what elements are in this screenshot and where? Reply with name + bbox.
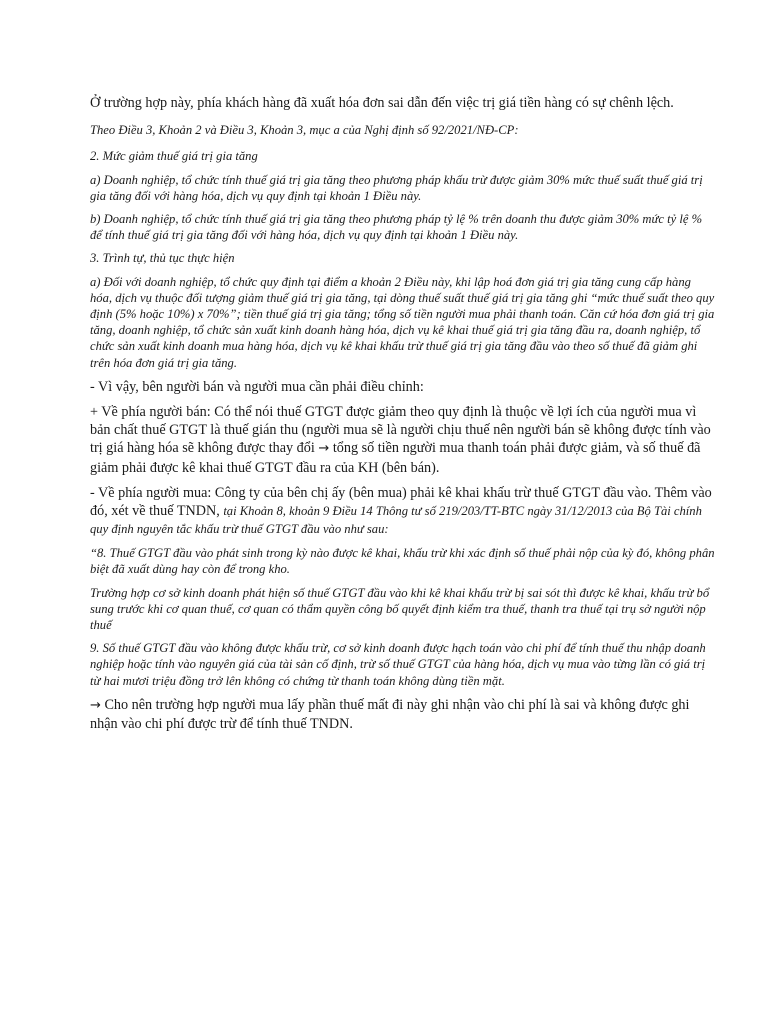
heading-procedure: 3. Trình tự, thủ tục thực hiện [90, 251, 235, 266]
final-text: Cho nên trường hợp người mua lấy phần thuế mất đi này ghi nhận vào chi phí là sai và không được ghi nhận vào chi phí được trừ để tính thuế TNDN. [90, 696, 690, 733]
seller-text-continued: tổng số tiền người mua thanh toán phải được giảm, và số thuế đã giảm phải được kê khai thuế GTGT đầu ra của KH (bên bán). [90, 440, 701, 476]
heading-reduction-rate: 2. Mức giảm thuế giá trị gia tăng [90, 149, 258, 164]
conclusion-intro: - Vì vậy, bên người bán và người mua cần phải điều chỉnh: [90, 378, 424, 395]
right-arrow-icon: → [318, 441, 330, 457]
final-conclusion [90, 696, 716, 733]
buyer-paragraph [90, 484, 716, 538]
seller-text: + Về phía người bán: Có thể nói thuế GTGT được giảm theo quy định là thuộc về lợi ích của người mua vì bản chất thuế GTGT là thuế gián thu (người mua sẽ là người chịu thuế nên người bán sẽ không được tính vào trị giá hàng hóa sẽ không được thay đổi [90, 404, 711, 457]
right-arrow-icon: → [90, 697, 101, 713]
paragraph-2b: b) Doanh nghiệp, tổ chức tính thuế giá trị gia tăng theo phương pháp tỷ lệ % trên doanh thu được giảm 30% mức tỷ lệ % để tính thuế giá trị gia tăng đối với hàng hóa, dịch vụ quy định tại khoản 1 Điều này. [90, 212, 703, 243]
paragraph-2a: a) Doanh nghiệp, tổ chức tính thuế giá trị gia tăng theo phương pháp khấu trừ được giảm 30% mức thuế suất thuế giá trị gia tăng đối với hàng hóa, dịch vụ quy định tại khoản 1 Điều này. [90, 172, 703, 203]
quote-clause-8: “8. Thuế GTGT đầu vào phát sinh trong kỳ nào được kê khai, khấu trừ khi xác định số thuế phải nộp của kỳ đó, không phân biệt đã xuất dùng hay còn để trong kho. [90, 546, 715, 577]
quote-clause-9: 9. Số thuế GTGT đầu vào không được khấu trừ, cơ sở kinh doanh được hạch toán vào chi phí để tính thuế thu nhập doanh nghiệp hoặc tính vào nguyên giá của tài sản cố định, trừ số thuế GTGT của hàng hóa, dịch vụ mua vào từng lần có giá trị từ hai mươi triệu đồng trở lên không có chứng từ thanh toán không dùng tiền mặt. [90, 641, 706, 688]
buyer-citation: tại Khoản 8, khoản 9 Điều 14 Thông tư số 219/203/TT-BTC ngày 31/12/2013 của Bộ Tài chính quy định nguyên tắc khấu trừ thuế GTGT đầu vào như sau: [90, 504, 702, 537]
citation-paragraph: Theo Điều 3, Khoản 2 và Điều 3, Khoản 3, mục a của Nghị định số 92/2021/NĐ-CP: [90, 123, 519, 138]
seller-paragraph [90, 403, 716, 477]
intro-paragraph: Ở trường hợp này, phía khách hàng đã xuất hóa đơn sai dẫn đến việc trị giá tiền hàng có sự chênh lệch. [90, 95, 674, 111]
quote-clause-8-continued: Trường hợp cơ sở kinh doanh phát hiện số thuế GTGT đầu vào khi kê khai khấu trừ bị sai sót thì được kê khai, khấu trừ bổ sung trước khi cơ quan thuế, cơ quan có thẩm quyền công bố quyết định kiểm tra thuế, thanh tra thuế tại trụ sở người nộp thuế [90, 585, 710, 633]
buyer-text: - Về phía người mua: Công ty của bên chị ấy (bên mua) phải kê khai khấu trừ thuế GTGT đầu vào. Thêm vào đó, xét về thuế TNDN, [90, 484, 712, 520]
paragraph-3a: a) Đối với doanh nghiệp, tổ chức quy định tại điểm a khoản 2 Điều này, khi lập hoá đơn giá trị gia tăng cung cấp hàng hóa, dịch vụ thuộc đối tượng giảm thuế giá trị gia tăng, tại dòng thuế suất thuế giá trị gia tăng ghi “mức thuế suất theo quy định (5% hoặc 10%) x 70%”; tiền thuế giá trị gia tăng; tổng số tiền người mua phải thanh toán. Căn cứ hóa đơn giá trị gia tăng, doanh nghiệp, tổ chức sản xuất kinh doanh hàng hóa, dịch vụ kê khai thuế giá trị gia tăng đầu ra, doanh nghiệp, tổ chức sản xuất kinh doanh mua hàng hóa, dịch vụ kê khai khấu trừ thuế giá trị gia tăng đầu vào theo số thuế đã giảm ghi trên hóa đơn giá trị gia tăng. [90, 274, 715, 370]
